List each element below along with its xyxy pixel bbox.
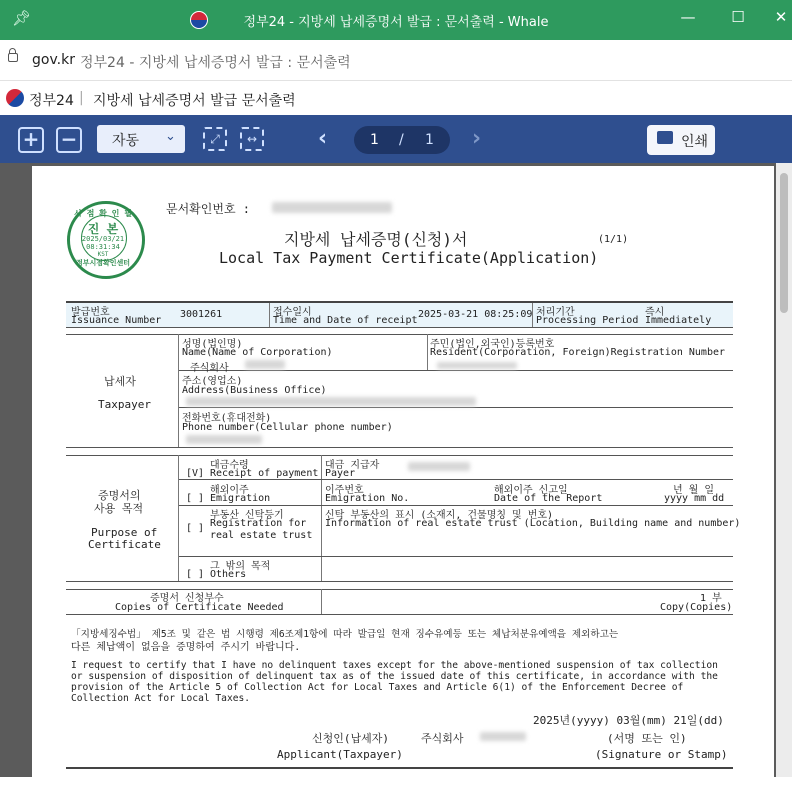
applicant-name-redacted bbox=[480, 732, 526, 741]
phone-label-ko: 전화번호(휴대전화) bbox=[182, 413, 272, 424]
purpose-label-ko1: 증명서의 bbox=[98, 489, 141, 502]
url-domain: gov.kr bbox=[32, 52, 75, 68]
brand-name[interactable]: 정부24 bbox=[29, 93, 74, 109]
current-page[interactable]: 1 bbox=[370, 132, 379, 148]
receipt-payment-label-ko: 대금수령 bbox=[210, 460, 249, 471]
statement-ko-line2: 다른 체납액이 없음을 증명하여 주시기 바랍니다. bbox=[71, 642, 301, 653]
processing-value-ko: 즉시 bbox=[645, 307, 665, 318]
pin-icon[interactable]: 📌︎ bbox=[12, 9, 32, 27]
minimize-button[interactable]: — bbox=[680, 8, 696, 26]
page-separator: / bbox=[399, 132, 404, 148]
url-path: 정부24 - 지방세 납세증명서 발급 : 문서출력 bbox=[80, 55, 351, 71]
statement-en-line1: I request to certify that I have no delinquent taxes except for the above-mentioned suspension of tax collection bbox=[71, 660, 718, 671]
doc-title-en: Local Tax Payment Certificate(Application) bbox=[219, 249, 599, 267]
applicant-label-en: Applicant(Taxpayer) bbox=[277, 748, 403, 761]
phone-label-en: Phone number(Cellular phone number) bbox=[182, 422, 393, 433]
header-separator: | bbox=[79, 90, 84, 106]
report-date-label-en: Date of the Report bbox=[494, 493, 603, 504]
name-redacted bbox=[245, 360, 285, 369]
confirm-number-label: 문서확인번호 : bbox=[166, 202, 251, 216]
window-title: 정부24 - 지방세 납세증명서 발급 : 문서출력 - Whale bbox=[243, 15, 549, 30]
window-title-bar bbox=[0, 0, 792, 40]
chevron-down-icon: ⌄ bbox=[165, 129, 176, 144]
processing-value-en: Immediately bbox=[645, 315, 712, 326]
copies-label-ko: 증명서 신청부수 bbox=[150, 593, 224, 604]
lock-icon bbox=[8, 53, 18, 62]
page-indicator[interactable] bbox=[354, 126, 450, 154]
statement-en-line3: provision of the Article 5 of Collection Act for Local Taxes and Article 6(1) of the Enforcement Decree of bbox=[71, 682, 684, 693]
emigration-label-en: Emigration bbox=[210, 493, 271, 504]
receipt-payment-check[interactable]: [V] bbox=[186, 468, 205, 479]
applicant-label-ko: 신청인(납세자) bbox=[312, 732, 390, 745]
copies-value-ko: 1 부 bbox=[700, 593, 722, 604]
total-pages: 1 bbox=[425, 132, 434, 148]
statement-ko-line1: 「지방세징수법」 제5조 및 같은 법 시행령 제6조제1항에 따라 발급일 현재 징수유예등 또는 체납처분유예액을 제외하고는 bbox=[71, 629, 619, 640]
trust-info-label-en: Information of real estate trust (Location, Building name and number) bbox=[325, 518, 741, 529]
payer-redacted bbox=[408, 462, 470, 471]
emigration-check[interactable]: [ ] bbox=[186, 493, 205, 504]
name-label-ko: 성명(법인명) bbox=[182, 339, 243, 350]
address-label-en: Address(Business Office) bbox=[182, 385, 327, 396]
resident-label-en: Resident(Corporation, Foreign)Registration Number bbox=[430, 347, 726, 358]
trust-label-en1: Registration for bbox=[210, 518, 307, 529]
purpose-label-en1: Purpose of bbox=[91, 526, 158, 539]
zoom-value: 자동 bbox=[112, 133, 140, 149]
resident-number-redacted bbox=[437, 362, 517, 369]
issuance-label-ko: 발급번호 bbox=[71, 307, 110, 318]
other-check[interactable]: [ ] bbox=[186, 569, 205, 580]
name-label-en: Name(Name of Corporation) bbox=[182, 347, 333, 358]
print-label: 인쇄 bbox=[681, 134, 709, 150]
trust-info-label-ko: 신탁 부동산의 표시 (소재지, 건물명칭 및 번호) bbox=[325, 510, 554, 521]
fit-page-icon[interactable]: ⤢ bbox=[203, 127, 227, 151]
print-button[interactable] bbox=[647, 125, 715, 155]
page-title: 지방세 납세증명서 발급 문서출력 bbox=[93, 93, 296, 109]
statement-en-line4: Collection Act for Local Taxes. bbox=[71, 693, 251, 704]
signature-label-en: (Signature or Stamp) bbox=[595, 748, 728, 761]
stamp-top-text: 시 점 확 인 필 bbox=[74, 209, 132, 218]
report-date-label-ko: 해외이주 신고일 bbox=[494, 485, 568, 496]
stamp-date: 2025/03/21 bbox=[81, 235, 125, 243]
close-button[interactable]: ✕ bbox=[774, 8, 788, 26]
printer-icon bbox=[657, 131, 673, 144]
stamp-bottom-text: 정부시점확인센터 bbox=[75, 259, 131, 267]
applicant-company: 주식회사 bbox=[421, 732, 464, 745]
other-label-ko: 그 밖의 목적 bbox=[210, 561, 271, 572]
authenticity-stamp bbox=[67, 201, 145, 279]
receipt-label-ko: 접수일시 bbox=[273, 307, 312, 318]
page-header bbox=[0, 81, 792, 115]
next-page-icon[interactable]: › bbox=[472, 126, 482, 151]
payer-label-ko: 대금 지급자 bbox=[325, 460, 380, 471]
trust-label-en2: real estate trust bbox=[210, 530, 313, 541]
purpose-label-en2: Certificate bbox=[88, 538, 161, 551]
copies-label-en: Copies of Certificate Needed bbox=[115, 602, 284, 613]
processing-label-en: Processing Period bbox=[536, 315, 639, 326]
phone-redacted bbox=[186, 435, 262, 444]
taxpayer-label-en: Taxpayer bbox=[98, 398, 151, 411]
trust-label-ko: 부동산 신탁등기 bbox=[210, 510, 284, 521]
page-count: (1/1) bbox=[598, 234, 629, 245]
stamp-time: 08:31:34 bbox=[86, 243, 120, 251]
stamp-center-text: 진 본 bbox=[87, 222, 119, 236]
sign-date: 2025년(yyyy) 03월(mm) 21일(dd) bbox=[533, 714, 724, 727]
maximize-button[interactable]: ☐ bbox=[731, 8, 745, 26]
ymd-label-ko: 년 월 일 bbox=[673, 485, 715, 496]
receipt-datetime: 2025-03-21 08:25:09 bbox=[418, 309, 533, 320]
zoom-out-icon[interactable]: − bbox=[56, 127, 82, 153]
copies-value-en: Copy(Copies) bbox=[660, 602, 733, 613]
doc-title-ko: 지방세 납세증명(신청)서 bbox=[284, 230, 468, 249]
issuance-number: 3001261 bbox=[180, 309, 223, 320]
zoom-select[interactable] bbox=[97, 125, 185, 153]
gov24-logo-icon[interactable] bbox=[6, 89, 24, 107]
issuance-label-en: Issuance Number bbox=[71, 315, 162, 326]
resident-label-ko: 주민(법인,외국인)등록번호 bbox=[430, 339, 555, 350]
ymd-label-en: yyyy mm dd bbox=[664, 493, 725, 504]
receipt-label-en: Time and Date of receipt bbox=[273, 315, 418, 326]
stamp-tz: KST bbox=[97, 251, 109, 258]
pdf-toolbar bbox=[0, 115, 792, 163]
statement-en-line2: or suspension of disposition of delinquent tax as of the issued date of this certificate, in accordance with the bbox=[71, 671, 718, 682]
other-label-en: Others bbox=[210, 569, 247, 580]
emigration-no-label-ko: 이주번호 bbox=[325, 485, 364, 496]
prev-page-icon[interactable]: ‹ bbox=[318, 126, 328, 151]
payer-label-en: Payer bbox=[325, 468, 356, 479]
emigration-no-label-en: Emigration No. bbox=[325, 493, 410, 504]
zoom-in-icon[interactable]: + bbox=[18, 127, 44, 153]
confirm-number-redacted bbox=[272, 202, 392, 213]
purpose-label-ko2: 사용 목적 bbox=[94, 502, 144, 515]
viewer-scrollbar[interactable] bbox=[776, 163, 792, 777]
trust-check[interactable]: [ ] bbox=[186, 523, 205, 534]
address-redacted bbox=[186, 397, 476, 406]
scrollbar-thumb[interactable] bbox=[780, 173, 788, 313]
receipt-payment-label-en: Receipt of payment bbox=[210, 468, 319, 479]
signature-label-ko: (서명 또는 인) bbox=[607, 732, 687, 745]
name-value: 주식회사 bbox=[190, 363, 229, 374]
address-label-ko: 주소(영업소) bbox=[182, 376, 243, 387]
fit-width-icon[interactable]: ↔ bbox=[240, 127, 264, 151]
address-bar[interactable] bbox=[0, 40, 792, 81]
processing-label-ko: 처리기간 bbox=[536, 307, 575, 318]
taxpayer-label-ko: 납세자 bbox=[104, 375, 136, 388]
emigration-label-ko: 해외이주 bbox=[210, 485, 249, 496]
